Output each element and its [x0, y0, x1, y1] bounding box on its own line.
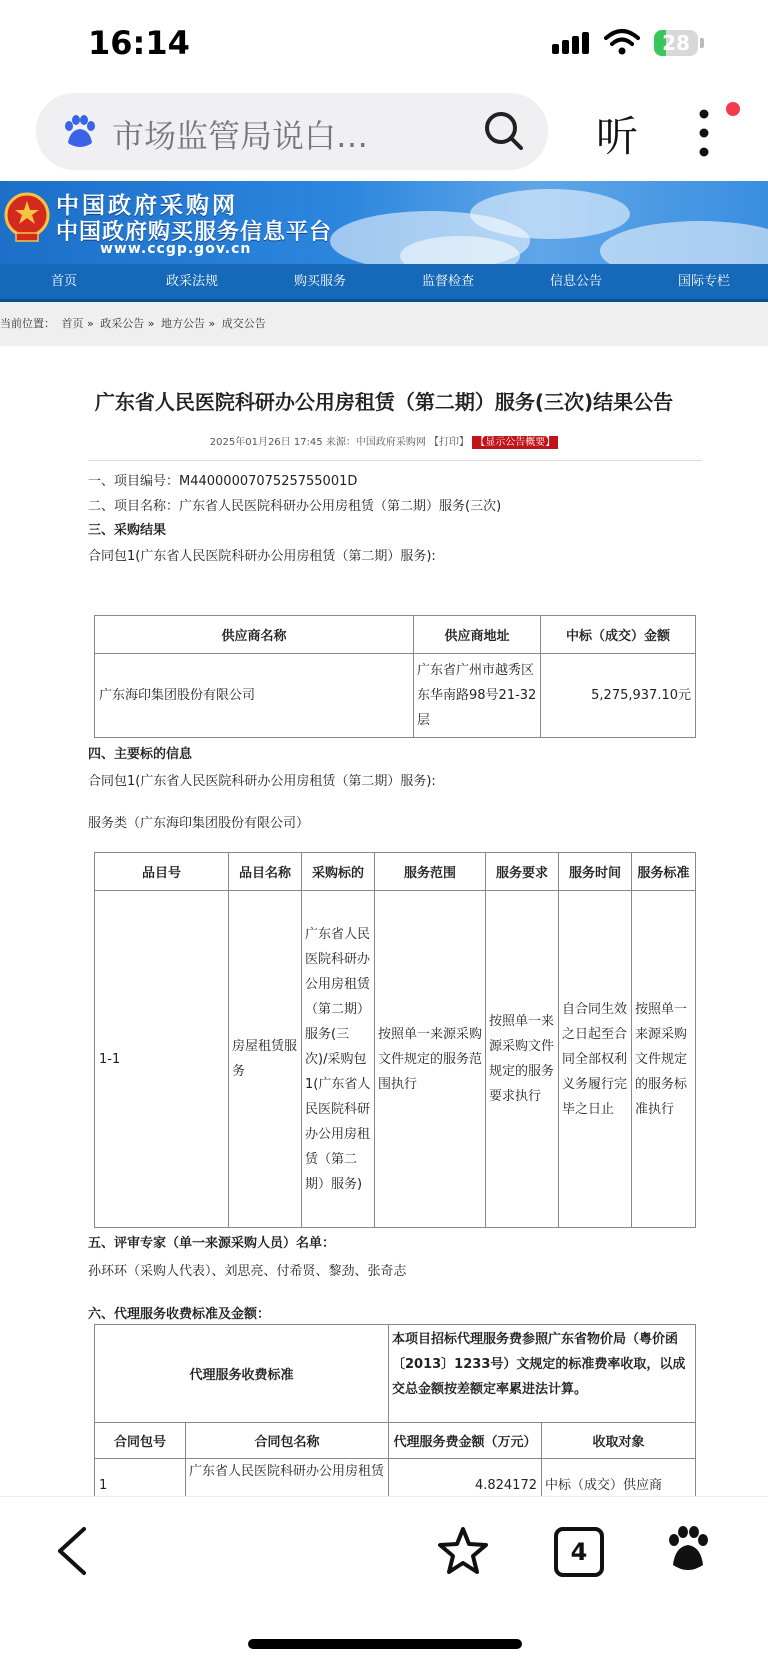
- battery-tip: [700, 38, 704, 48]
- nav-purchase-services[interactable]: 购买服务: [293, 274, 346, 289]
- back-arrow-icon[interactable]: [54, 1525, 90, 1577]
- search-icon[interactable]: [482, 109, 526, 153]
- td-supplier-name: 广东海印集团股份有限公司: [95, 654, 414, 738]
- site-subtitle: 中国政府购买服务信息平台: [56, 220, 333, 245]
- td-service-time: 自合同生效之日起至合同全部权利义务履行完毕之日止: [559, 891, 632, 1228]
- site-name: 中国政府采购网: [56, 193, 238, 219]
- th-item-name: 品目名称: [229, 853, 302, 891]
- site-banner: [0, 181, 768, 264]
- nav-home[interactable]: 首页: [50, 274, 77, 289]
- th-service-scope: 服务范围: [375, 853, 486, 891]
- supplier-table: [94, 615, 696, 738]
- section-main-items-package: 合同包1(广东省人民医院科研办公用房租赁（第二期）服务):: [88, 774, 436, 789]
- section-result-heading: 三、采购结果: [88, 523, 167, 538]
- article-date-source: 2025年01月26日 17:45 来源：中国政府采购网 【打印】: [209, 437, 470, 448]
- th-package-no: 合同包号: [95, 1423, 186, 1459]
- more-options-icon[interactable]: [696, 108, 712, 158]
- nav-supervision[interactable]: 监督检查: [421, 274, 474, 289]
- section-agency-fee-heading: 六、代理服务收费标准及金额：: [88, 1307, 271, 1322]
- article-meta: [0, 433, 768, 448]
- listen-button[interactable]: 听: [596, 112, 639, 161]
- td-fee-amount: 4.824172: [389, 1459, 542, 1497]
- th-service-requirement: 服务要求: [486, 853, 559, 891]
- th-fee-payer: 收取对象: [542, 1423, 696, 1459]
- breadcrumb-label: 当前位置：: [0, 317, 55, 330]
- star-bookmark-icon[interactable]: [436, 1525, 490, 1577]
- breadcrumb: [0, 302, 768, 346]
- section-result-package: 合同包1(广东省人民医院科研办公用房租赁（第二期）服务):: [88, 549, 436, 564]
- th-service-time: 服务时间: [559, 853, 632, 891]
- site-url: www.ccgp.gov.cn: [100, 241, 252, 257]
- status-time: 16:14: [88, 24, 190, 62]
- wifi-icon: [604, 28, 640, 56]
- section-experts-names: 孙环环（采购人代表）、刘思亮、付希贤、黎劲、张奇志: [88, 1264, 407, 1279]
- items-table: [94, 852, 696, 1228]
- td-service-requirement: 按照单一来源采购文件规定的服务要求执行: [486, 891, 559, 1228]
- national-emblem-icon: [4, 191, 50, 243]
- article-title: 广东省人民医院科研办公用房租赁（第二期）服务(三次)结果公告: [94, 390, 674, 414]
- battery-level: 28: [662, 31, 690, 55]
- td-package-no: 1: [95, 1459, 186, 1497]
- th-procurement-target: 采购标的: [302, 853, 375, 891]
- browser-search-bar[interactable]: [36, 93, 548, 170]
- search-query-text[interactable]: 市场监管局说白…: [112, 117, 369, 155]
- td-service-standard: 按照单一来源采购文件规定的服务标准执行: [632, 891, 696, 1228]
- nav-international[interactable]: 国际专栏: [677, 274, 730, 289]
- browser-bottom-toolbar: [0, 1496, 768, 1664]
- nav-regulations[interactable]: 政采法规: [165, 274, 218, 289]
- td-fee-standard: 本项目招标代理服务费参照广东省物价局（粤价函〔2013〕1233号）文规定的标准费率收取，以成交总金额按差额定率累进法计算。: [389, 1325, 696, 1423]
- divider: [88, 460, 702, 461]
- show-summary-button[interactable]: 【显示公告概要】: [472, 436, 558, 449]
- baidu-logo-icon: [60, 113, 98, 151]
- home-indicator: [248, 1639, 522, 1649]
- section-project-name: 二、项目名称：广东省人民医院科研办公用房租赁（第二期）服务(三次): [88, 499, 502, 514]
- cellular-signal-icon: [552, 32, 592, 54]
- agency-fee-table: [94, 1324, 696, 1496]
- tabs-count-button[interactable]: 4: [554, 1527, 604, 1577]
- th-service-standard: 服务标准: [632, 853, 696, 891]
- td-item-no: 1-1: [95, 891, 229, 1228]
- th-package-name: 合同包名称: [186, 1423, 389, 1459]
- main-nav: [0, 264, 768, 302]
- section-main-items-heading: 四、主要标的信息: [88, 747, 193, 762]
- th-supplier-name: 供应商名称: [95, 616, 414, 654]
- section-experts-heading: 五、评审专家（单一来源采购人员）名单：: [88, 1236, 336, 1251]
- notification-dot: [726, 102, 740, 116]
- th-item-no: 品目号: [95, 853, 229, 891]
- td-package-name: 广东省人民医院科研办公用房租赁: [186, 1459, 389, 1497]
- td-procurement-target: 广东省人民医院科研办公用房租赁（第二期）服务(三次)/采购包1(广东省人民医院科研办公用房租赁（第二期）服务): [302, 891, 375, 1228]
- baidu-app-icon[interactable]: [664, 1523, 712, 1575]
- td-item-name: 房屋租赁服务: [229, 891, 302, 1228]
- article-content: [0, 346, 768, 1496]
- th-bid-amount: 中标（成交）金额: [541, 616, 696, 654]
- section-project-number: 一、项目编号：M4400000707525755001D: [88, 474, 358, 489]
- nav-announcements[interactable]: 信息公告: [549, 274, 602, 289]
- td-fee-payer: 中标（成交）供应商: [542, 1459, 696, 1497]
- td-service-scope: 按照单一来源采购文件规定的服务范围执行: [375, 891, 486, 1228]
- section-service-type: 服务类（广东海印集团股份有限公司）: [88, 816, 310, 831]
- breadcrumb-deal[interactable]: 成交公告: [221, 317, 266, 330]
- th-supplier-address: 供应商地址: [414, 616, 541, 654]
- breadcrumb-local[interactable]: 地方公告 »: [160, 317, 216, 330]
- th-fee-amount: 代理服务费金额（万元）: [389, 1423, 542, 1459]
- td-bid-amount: 5,275,937.10元: [541, 654, 696, 738]
- breadcrumb-home[interactable]: 首页 »: [61, 317, 94, 330]
- th-fee-standard: 代理服务收费标准: [95, 1325, 389, 1423]
- status-bar: [0, 0, 768, 90]
- breadcrumb-procurement[interactable]: 政采公告 »: [100, 317, 155, 330]
- battery-icon: [654, 30, 698, 56]
- td-supplier-address: 广东省广州市越秀区东华南路98号21-32层: [414, 654, 541, 738]
